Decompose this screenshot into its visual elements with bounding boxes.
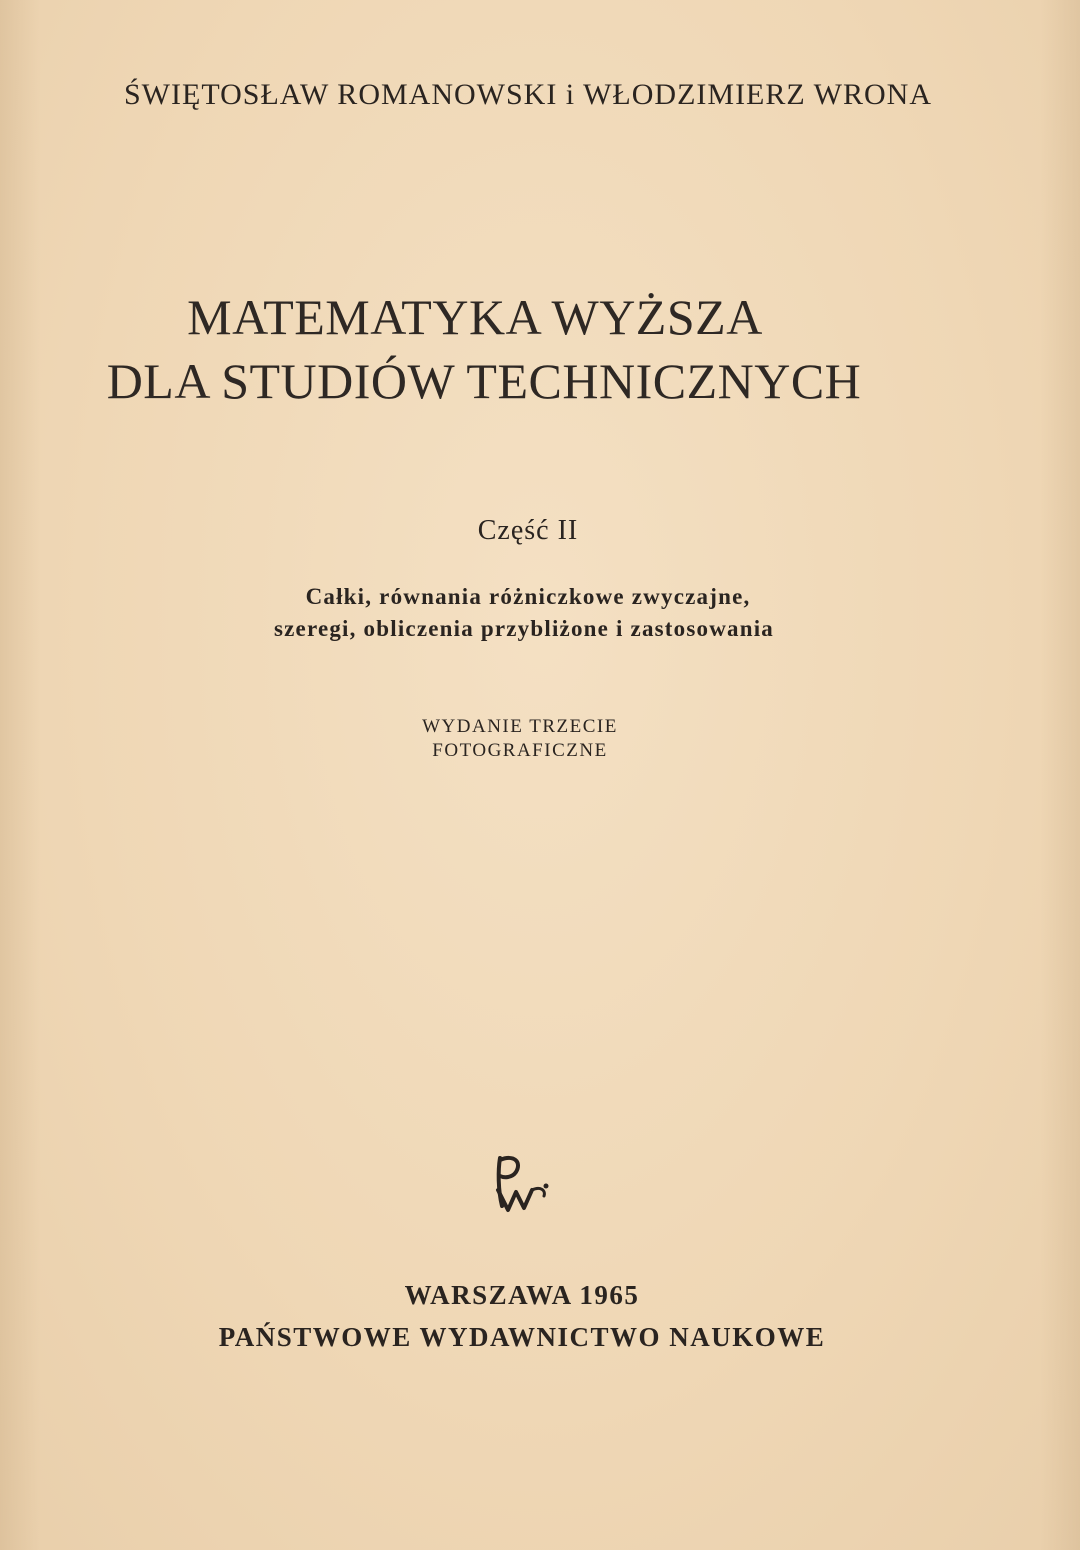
part-label: Część II (477, 515, 579, 546)
edition-line-2: FOTOGRAFICZNE (432, 740, 608, 761)
imprint-city-year: WARSZAWA 1965 (404, 1280, 640, 1310)
imprint-publisher: PAŃSTWOWE WYDAWNICTWO NAUKOWE (218, 1322, 826, 1352)
subtitle-line-2: szeregi, obliczenia przybliżone i zastosowania (273, 616, 775, 641)
edition-line-1: WYDANIE TRZECIE (422, 716, 618, 737)
book-title-line-1: MATEMATYKA WYŻSZA (187, 289, 763, 345)
publisher-monogram-icon (488, 1150, 558, 1220)
authors-line: ŚWIĘTOSŁAW ROMANOWSKI i WŁODZIMIERZ WRONA (124, 78, 932, 111)
subtitle-line-1: Całki, równania różniczkowe zwyczajne, (305, 584, 751, 609)
book-title-line-2: DLA STUDIÓW TECHNICZNYCH (106, 353, 862, 409)
